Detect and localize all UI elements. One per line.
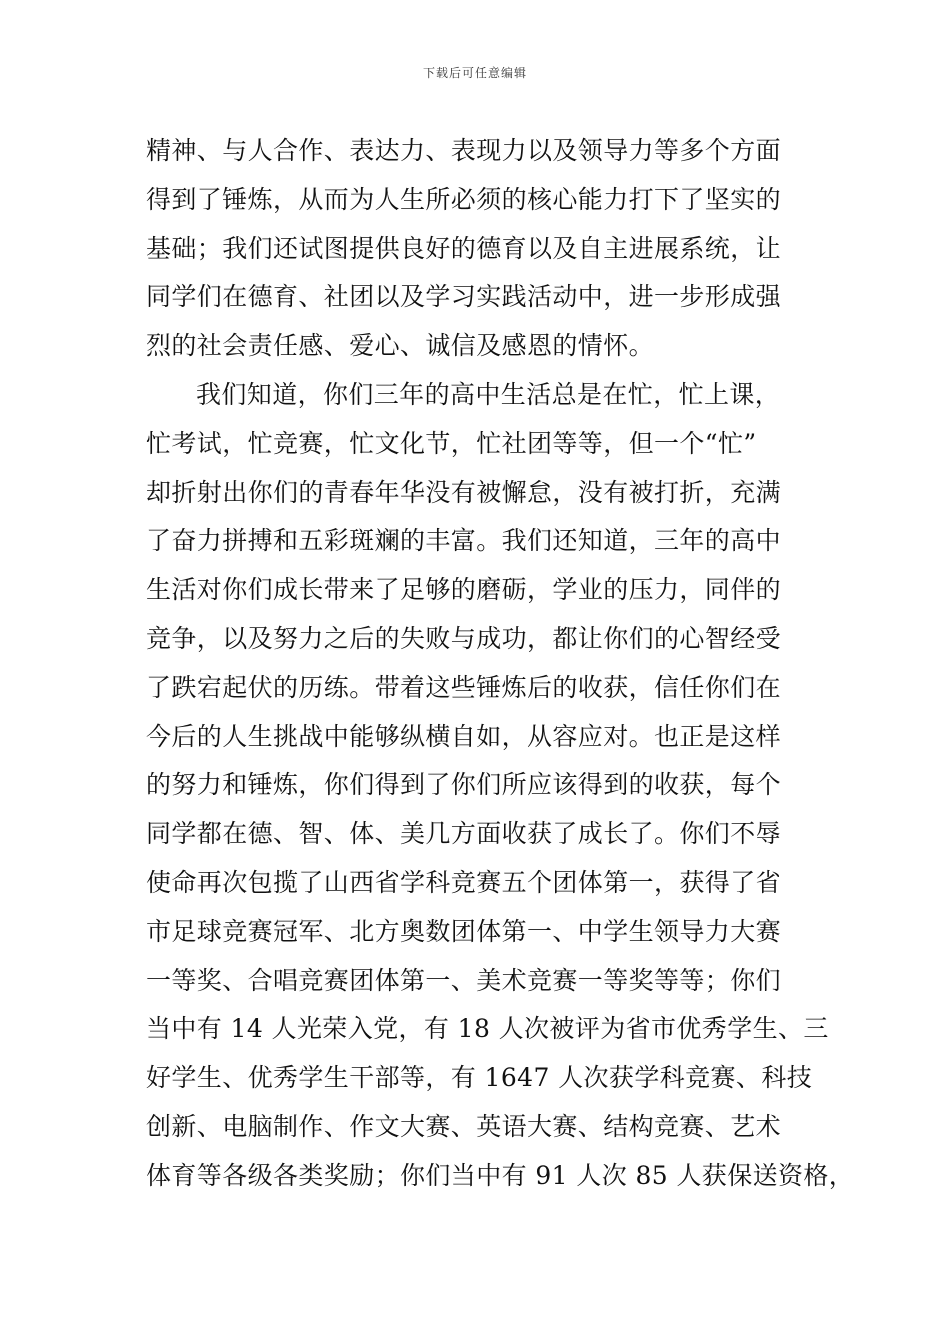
text-line: 烈的社会责任感、爱心、诚信及感恩的情怀。 <box>146 331 655 361</box>
text-line: 体育等各级各类奖励；你们当中有 91 人次 85 人获保送资格， <box>146 1160 855 1190</box>
text-line: 竞争，以及努力之后的失败与成功，都让你们的心智经受 <box>146 623 782 653</box>
text-line: 今后的人生挑战中能够纵横自如，从容应对。也正是这样 <box>146 721 782 751</box>
document-body <box>146 127 855 1201</box>
text-line: 市足球竞赛冠军、北方奥数团体第一、中学生领导力大赛 <box>146 916 782 946</box>
text-line: 精神、与人合作、表达力、表现力以及领导力等多个方面 <box>146 136 782 165</box>
text-line: 忙考试，忙竞赛，忙文化节，忙社团等等，但一个“忙” <box>146 428 757 458</box>
paragraph-2 <box>146 371 855 1201</box>
text-line: 生活对你们成长带来了足够的磨砺，学业的压力，同伴的 <box>146 575 782 605</box>
text-line: 了跌宕起伏的历练。带着这些锤炼后的收获，信任你们在 <box>146 672 782 702</box>
text-line: 得到了锤炼，从而为人生所必须的核心能力打下了坚实的 <box>146 184 782 214</box>
text-line: 好学生、优秀学生干部等，有 1647 人次获学科竞赛、科技 <box>146 1063 813 1093</box>
text-line: 创新、电脑制作、作文大赛、英语大赛、结构竞赛、艺术 <box>146 1111 782 1141</box>
page-header: 下载后可任意编辑 <box>422 66 527 80</box>
paragraph-1 <box>146 127 826 371</box>
text-line: 了奋力拼搏和五彩斑斓的丰富。我们还知道，三年的高中 <box>146 526 782 556</box>
text-line: 同学都在德、智、体、美几方面收获了成长了。你们不辱 <box>146 819 782 849</box>
text-line: 当中有 14 人光荣入党，有 18 人次被评为省市优秀学生、三 <box>146 1014 829 1044</box>
text-line: 的努力和锤炼，你们得到了你们所应该得到的收获，每个 <box>146 770 782 800</box>
text-line: 使命再次包揽了山西省学科竞赛五个团体第一，获得了省 <box>146 867 782 897</box>
text-line: 却折射出你们的青春年华没有被懈怠，没有被打折，充满 <box>146 477 782 507</box>
text-line: 同学们在德育、社团以及学习实践活动中，进一步形成强 <box>146 282 782 312</box>
text-line: 我们知道，你们三年的高中生活总是在忙，忙上课， <box>196 379 781 409</box>
text-line: 基础；我们还试图提供良好的德育以及自主进展系统，让 <box>146 233 782 263</box>
text-line: 一等奖、合唱竞赛团体第一、美术竞赛一等奖等等；你们 <box>146 965 782 995</box>
